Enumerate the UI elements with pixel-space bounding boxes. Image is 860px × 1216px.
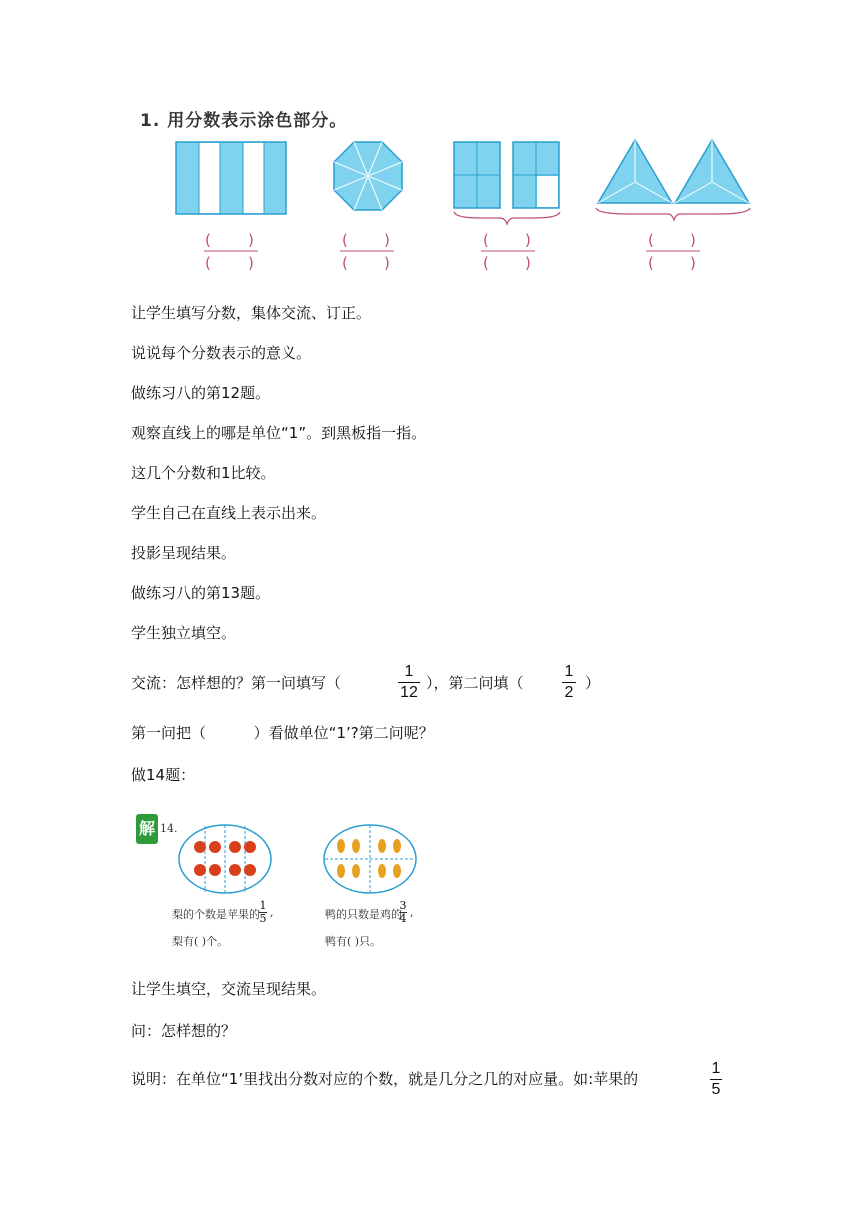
text-line: 说说每个分数表示的意义。 (131, 344, 312, 362)
chick-icon (393, 864, 401, 878)
fraction-1-12: 1 12 (398, 663, 420, 702)
text-line: 让学生填空，交流呈现结果。 (131, 980, 327, 998)
pear-apple-text: 梨的个数是苹果的 (172, 908, 260, 921)
exchange-text-3: ） (585, 674, 601, 692)
text-line: 让学生填写分数，集体交流、订正。 (131, 304, 372, 322)
octagon-shape (334, 142, 402, 210)
text-line: 观察直线上的哪是单位“1”。到黑板指一指。 (131, 424, 427, 442)
do-14-line: 做14题： (131, 766, 196, 784)
exercise-14-badge: 解 (136, 814, 158, 844)
exchange-text-2: ），第二问填（ (426, 674, 524, 692)
fraction-1-5-small: 1 5 (259, 899, 267, 925)
chick-icon (378, 864, 386, 878)
apple-icon (194, 864, 206, 876)
duck-count-blank[interactable]: 鸭有( )只。 (325, 935, 382, 948)
exercise-1-title: 1. 用分数表示涂色部分。 (140, 111, 348, 131)
apple-icon (209, 864, 221, 876)
text-line: 学生独立填空。 (131, 624, 237, 642)
chick-icon (337, 864, 345, 878)
comma: , (410, 906, 414, 919)
apple-icon (209, 841, 221, 853)
shaded-shapes-figure (0, 0, 860, 280)
chick-icon (352, 864, 360, 878)
exchange-text-1: 交流：怎样想的？第一问填写（ (131, 674, 342, 692)
duck-chicken-text: 鸭的只数是鸡的 (325, 908, 402, 921)
text-line: 这几个分数和1比较。 (131, 464, 276, 482)
exercise-14-number: 14. (160, 822, 178, 835)
two-triangles-shape (596, 140, 750, 220)
first-question-line: 第一问把（ ）看做单位“1’?第二问呢？ (131, 724, 434, 742)
fraction-1-2: 1 2 (562, 663, 576, 702)
text-line: 做练习八的第13题。 (131, 584, 271, 602)
text-line: 学生自己在直线上表示出来。 (131, 504, 327, 522)
two-squares-shape (454, 142, 560, 224)
apple-icon (194, 841, 206, 853)
chick-icon (378, 839, 386, 853)
apple-icon (229, 841, 241, 853)
comma: , (270, 906, 274, 919)
apple-icon (229, 864, 241, 876)
chick-icon (352, 839, 360, 853)
pear-count-blank[interactable]: 梨有( )个。 (172, 935, 229, 948)
fraction-1-5: 1 5 (711, 1060, 721, 1098)
text-line: 问：怎样想的？ (131, 1022, 237, 1040)
rectangle-strips-shape (176, 142, 286, 214)
chick-icon (393, 839, 401, 853)
explain-line: 说明：在单位“1’里找出分数对应的个数，就是几分之几的对应量。如:苹果的 (131, 1070, 639, 1088)
chick-icon (337, 839, 345, 853)
apple-icon (244, 864, 256, 876)
text-line: 投影呈现结果。 (131, 544, 237, 562)
apple-icon (244, 841, 256, 853)
text-line: 做练习八的第12题。 (131, 384, 271, 402)
fraction-3-4-small: 3 4 (399, 899, 407, 925)
